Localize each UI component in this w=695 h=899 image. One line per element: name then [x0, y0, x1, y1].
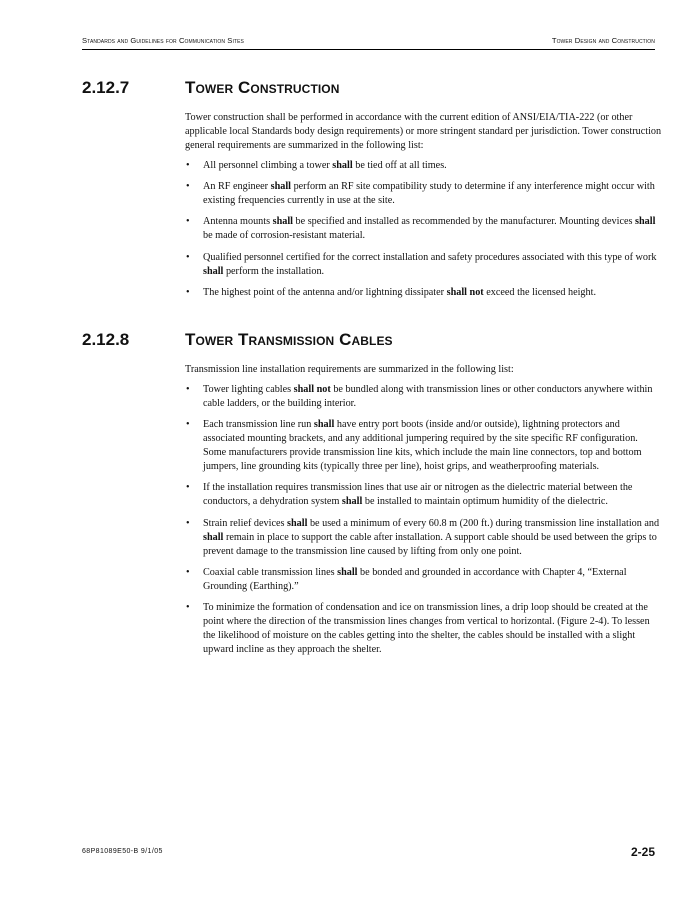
bullet-icon: • [186, 601, 190, 613]
running-header [82, 36, 655, 50]
list-item: • Tower lighting cables shall not be bundled along with transmission lines or other conductors anywhere within cable ladders, or the building interior. [186, 384, 653, 409]
page-number: 2-25 [630, 845, 655, 859]
list-item: • The highest point of the antenna and/or lightning dissipater shall not exceed the licensed height. [186, 286, 596, 298]
section-heading [82, 330, 662, 354]
section-number: 2.12.8 [82, 330, 130, 349]
header-right: Tower Design and Construction [551, 36, 655, 45]
bullet-icon: • [186, 517, 190, 529]
section-heading [82, 78, 662, 102]
list-item: • Antenna mounts shall be specified and installed as recommended by the manufacturer. Mounting devices shall be made of corrosion-resistant material. [186, 216, 656, 242]
page-footer [82, 845, 655, 863]
section-number: 2.12.7 [82, 78, 130, 97]
section-intro: Tower construction shall be performed in accordance with the current edition of ANSI/EIA/TIA-222 (or other applicable local Standards body design requirements) or more stringent standard per jurisdiction. Tower construction general requirements are summarized in the following list: [185, 112, 662, 151]
bullet-icon: • [186, 181, 190, 193]
bullet-icon: • [186, 160, 190, 171]
section-body [185, 111, 662, 300]
bullet-icon: • [186, 216, 190, 228]
bullet-icon: • [186, 419, 190, 431]
header-left: Standards and Guidelines for Communication Sites [82, 36, 244, 45]
list-item: • Qualified personnel certified for the correct installation and safety procedures associated with this type of work shall perform the installation. [186, 251, 657, 277]
list-item: • Strain relief devices shall be used a minimum of every 60.8 m (200 ft.) during transmission line installation and shall remain in place to support the cable after installation. A support cable should be used between the grips to prevent damage to the transmission line caused by lifting from only one point. [186, 517, 660, 557]
section-title: Tower Transmission Cables [185, 330, 393, 349]
bullet-list [185, 383, 662, 657]
list-item: • An RF engineer shall perform an RF site compatibility study to determine if any interference might occur with existing frequencies currently in use at the site. [186, 181, 655, 207]
section-body [185, 363, 662, 657]
bullet-icon: • [186, 566, 190, 578]
bullet-icon: • [186, 251, 190, 263]
bullet-icon: • [186, 286, 190, 298]
list-item: • Each transmission line run shall have entry port boots (inside and/or outside), lightning protectors and associated mounting brackets, and any additional jumpering required by the site specific RF configuration. Some manufacturers provide transmission line kits, which include the main line connectors, top and bottom jumpers, line grounding kits (typically three per line), hoist grips, and weatherproofing materials. [186, 419, 642, 473]
section-tower-transmission-cables [82, 330, 662, 664]
section-title: Tower Construction [185, 78, 340, 97]
list-item: • If the installation requires transmission lines that use air or nitrogen as the dielectric material between the conductors, a dehydration system shall be installed to maintain optimum humidity of the dielectric. [186, 482, 633, 508]
bullet-icon: • [186, 482, 190, 494]
header-rule [82, 49, 655, 50]
bullet-icon: • [186, 384, 190, 395]
list-item: • To minimize the formation of condensation and ice on transmission lines, a drip loop should be created at the point where the direction of the transmission lines changes from vertical to horizontal. (Figure 2-4). To lessen the likelihood of moisture on the cables getting into the shelter, the cables should be installed with a slight upward incline as they approach the shelter. [186, 601, 650, 655]
bullet-list [185, 159, 662, 300]
section-tower-construction [82, 78, 662, 307]
list-item: • Coaxial cable transmission lines shall be bonded and grounded in accordance with Chapter 4, “External Grounding (Earthing).” [186, 566, 627, 592]
document-id: 68P81089E50-B 9/1/05 [82, 848, 163, 855]
list-item: • All personnel climbing a tower shall be tied off at all times. [186, 160, 447, 171]
section-intro: Transmission line installation requirements are summarized in the following list: [185, 364, 514, 375]
